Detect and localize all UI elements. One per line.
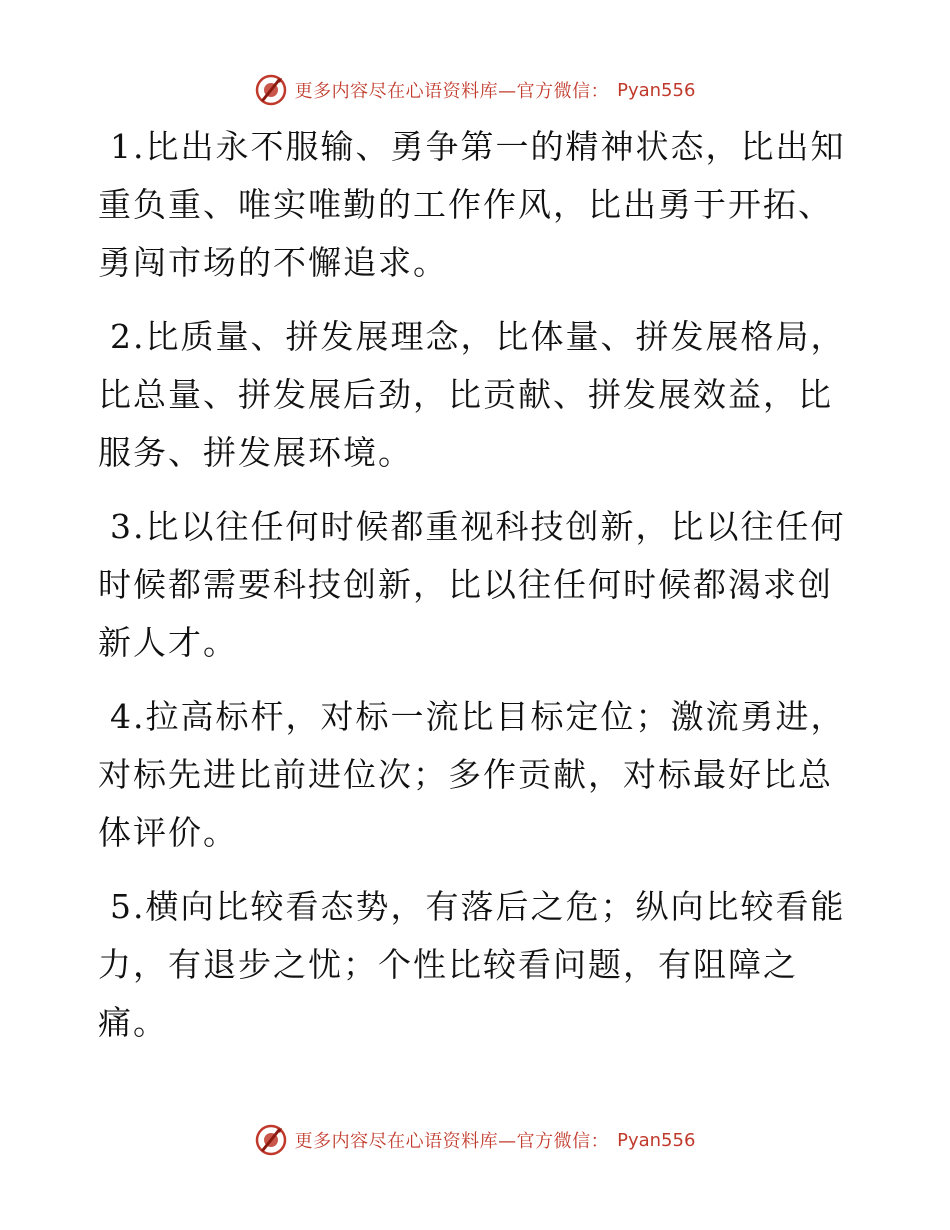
paragraph-text: 拉高标杆，对标一流比目标定位；激流勇进，对标先进比前进位次；多作贡献，对标最好比总体评价。: [98, 697, 846, 852]
paragraph-number: 5.: [110, 887, 146, 926]
paragraph-4: [98, 688, 858, 862]
paragraph-number: 2.: [110, 317, 146, 356]
pen-logo-icon: [255, 74, 287, 106]
watermark-wechat-id: Pyan556: [617, 1129, 696, 1151]
paragraph-number: 1.: [110, 127, 146, 166]
paragraph-3: [98, 498, 858, 672]
paragraph-text: 比质量、拼发展理念，比体量、拼发展格局，比总量、拼发展后劲，比贡献、拼发展效益，比服务、拼发展环境。: [98, 317, 846, 472]
document-body: [98, 118, 858, 1068]
watermark-text: 更多内容尽在心语资料库—官方微信：: [294, 1131, 610, 1152]
paragraph-number: 3.: [110, 507, 146, 546]
pen-logo-icon: [255, 1124, 287, 1156]
watermark-wechat-id: Pyan556: [617, 79, 696, 101]
paragraph-1: [98, 118, 858, 292]
paragraph-text: 比出永不服输、勇争第一的精神状态，比出知重负重、唯实唯勤的工作作风，比出勇于开拓、勇闯市场的不懈追求。: [98, 127, 846, 282]
paragraph-number: 4.: [110, 697, 146, 736]
paragraph-text: 比以往任何时候都重视科技创新，比以往任何时候都需要科技创新，比以往任何时候都渴求创新人才。: [98, 507, 846, 662]
paragraph-5: [98, 878, 858, 1052]
header-watermark: [0, 70, 950, 110]
paragraph-2: [98, 308, 858, 482]
footer-watermark: [0, 1120, 950, 1160]
watermark-text: 更多内容尽在心语资料库—官方微信：: [294, 81, 610, 102]
paragraph-text: 横向比较看态势，有落后之危；纵向比较看能力，有退步之忧；个性比较看问题，有阻障之痛。: [98, 887, 846, 1042]
